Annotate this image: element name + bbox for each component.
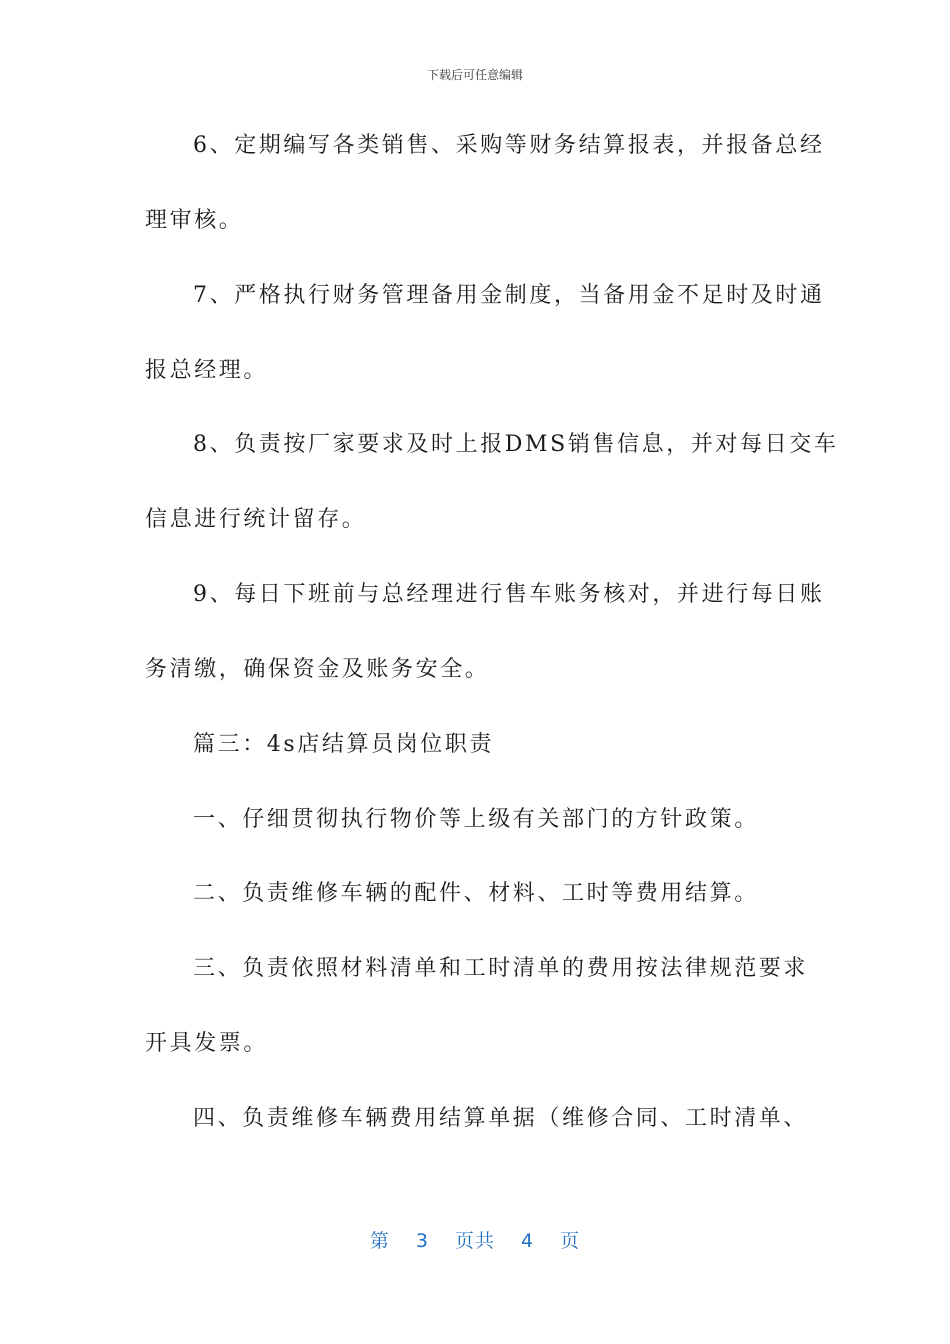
page-prefix: 第	[369, 1230, 390, 1252]
paragraph-line: 6、定期编写各类销售、采购等财务结算报表，并报备总经	[193, 133, 825, 158]
duty-item-2: 二、负责维修车辆的配件、材料、工时等费用结算。	[193, 881, 759, 906]
paragraph-line: 开具发票。	[145, 1031, 269, 1056]
paragraph-line: 8、负责按厂家要求及时上报DMS销售信息，并对每日交车	[193, 432, 839, 457]
duty-item-1: 一、仔细贯彻执行物价等上级有关部门的方针政策。	[193, 807, 759, 832]
paragraph-line: 理审核。	[145, 208, 244, 233]
paragraph-line: 信息进行统计留存。	[145, 507, 367, 532]
paragraph-line: 三、负责依照材料清单和工时清单的费用按法律规范要求	[193, 956, 809, 981]
header-note: 下载后可任意编辑	[426, 68, 523, 82]
paragraph-line: 9、每日下班前与总经理进行售车账务核对，并进行每日账	[193, 582, 825, 607]
section-heading: 篇三：4s店结算员岗位职责	[193, 732, 495, 757]
current-page-number: 3	[415, 1230, 429, 1252]
page-mid: 页共	[454, 1230, 495, 1252]
duty-item-4: 四、负责维修车辆费用结算单据（维修合同、工时清单、	[193, 1106, 809, 1131]
total-pages-number: 4	[521, 1230, 535, 1252]
page-suffix: 页	[560, 1230, 581, 1252]
paragraph-line: 报总经理。	[145, 358, 269, 383]
paragraph-line: 务清缴，确保资金及账务安全。	[145, 657, 490, 682]
paragraph-line: 7、严格执行财务管理备用金制度，当备用金不足时及时通	[193, 283, 825, 308]
page-footer	[0, 1226, 950, 1253]
